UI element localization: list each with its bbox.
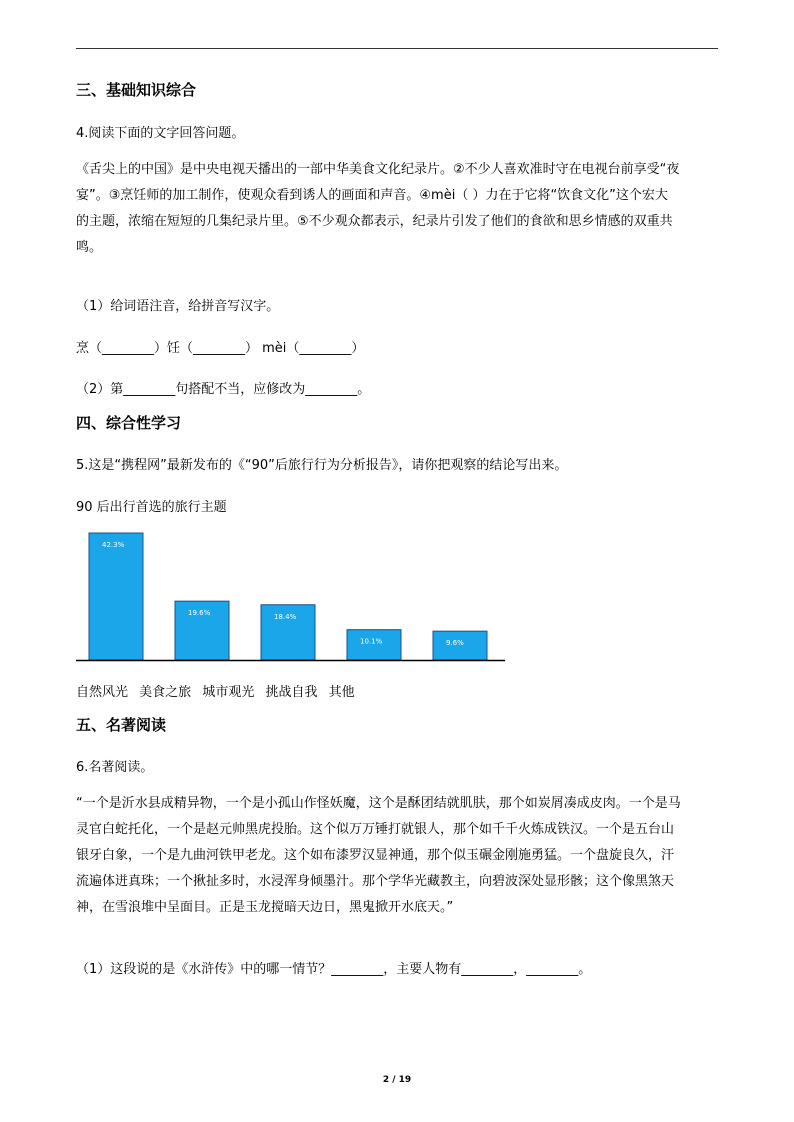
category-label: 城市观光 — [202, 685, 255, 700]
question-4-sub2: （2）第________句搭配不当，应修改为________。 — [76, 382, 371, 397]
chart-title: 90 后出行首选的旅行主题 — [76, 500, 227, 515]
question-5-stem: 5.这是“携程网”最新发布的《“90”后旅行行为分析报告》，请你把观察的结论写出来。 — [76, 458, 568, 473]
bar-value-label: 18.4% — [274, 612, 297, 621]
passage-line: 银牙白象，一个是九曲河铁甲老龙。这个如布漆罗汉显神通，那个似玉碾金刚施勇猛。一个盘旋良久，汗 — [76, 848, 675, 863]
section-heading-classics-reading: 五、名著阅读 — [76, 716, 167, 734]
question-6-passage — [76, 791, 720, 921]
bar-value-label: 9.6% — [446, 639, 464, 648]
category-label: 美食之旅 — [139, 685, 192, 700]
category-label: 挑战自我 — [265, 685, 318, 700]
bar-value-label: 42.3% — [102, 541, 125, 549]
bar-1 — [89, 533, 143, 660]
passage-line: 灵官白蛇托化，一个是赵元帅黑虎投胎。这个似万万锤打就银人，那个如千千火炼成铁汉。一个是五台山 — [76, 822, 675, 837]
bar-value-label: 10.1% — [360, 637, 383, 646]
passage-line: 《舌尖上的中国》是中央电视天播出的一部中华美食文化纪录片。②不少人喜欢准时守在电视台前享受“夜 — [76, 162, 680, 177]
category-label: 自然风光 — [76, 685, 129, 700]
passage-line: 的主题，浓缩在短短的几集纪录片里。⑤不少观众都表示，纪录片引发了他们的食欲和思乡情感的双重共 — [76, 214, 673, 229]
passage-line: 宴”。③烹饪师的加工制作，使观众看到诱人的画面和声音。④mèi（ ）力在于它将“饮食文化”这个宏大 — [76, 188, 668, 203]
passage-line: “一个是沂水县成精异物，一个是小孤山作怪妖魔，这个是酥团结就肌肤，那个如炭屑凑成皮肉。一个是马 — [76, 796, 681, 811]
question-4-sub1: （1）给词语注音，给拼音写汉字。 — [76, 299, 280, 314]
passage-line: 流遍体迸真珠；一个揪扯多时，水浸浑身倾墨汁。那个学华光藏教主，向碧波深处显形骸；这个像黑煞天 — [76, 874, 675, 889]
bar-value-label: 19.6% — [188, 609, 211, 618]
question-4-sub1-blanks: 烹（________）饪（________） mèi（________） — [76, 341, 365, 356]
section-heading-comprehensive-learning: 四、综合性学习 — [76, 414, 182, 432]
chart-category-labels — [76, 681, 362, 700]
question-6-sub1: （1）这段说的是《水浒传》中的哪一情节？________，主要人物有________，________。 — [76, 962, 592, 977]
question-4-stem: 4.阅读下面的文字回答问题。 — [76, 126, 245, 141]
page-number: 2 / 19 — [382, 1075, 412, 1085]
passage-line: 鸣。 — [76, 240, 103, 255]
question-6-stem: 6.名著阅读。 — [76, 760, 154, 775]
section-heading-basic-knowledge: 三、基础知识综合 — [76, 81, 197, 99]
passage-line: 神，在雪浪堆中呈面目。正是玉龙搅暗天边日，黑鬼掀开水底天。” — [76, 900, 454, 915]
category-label: 其他 — [328, 685, 355, 700]
